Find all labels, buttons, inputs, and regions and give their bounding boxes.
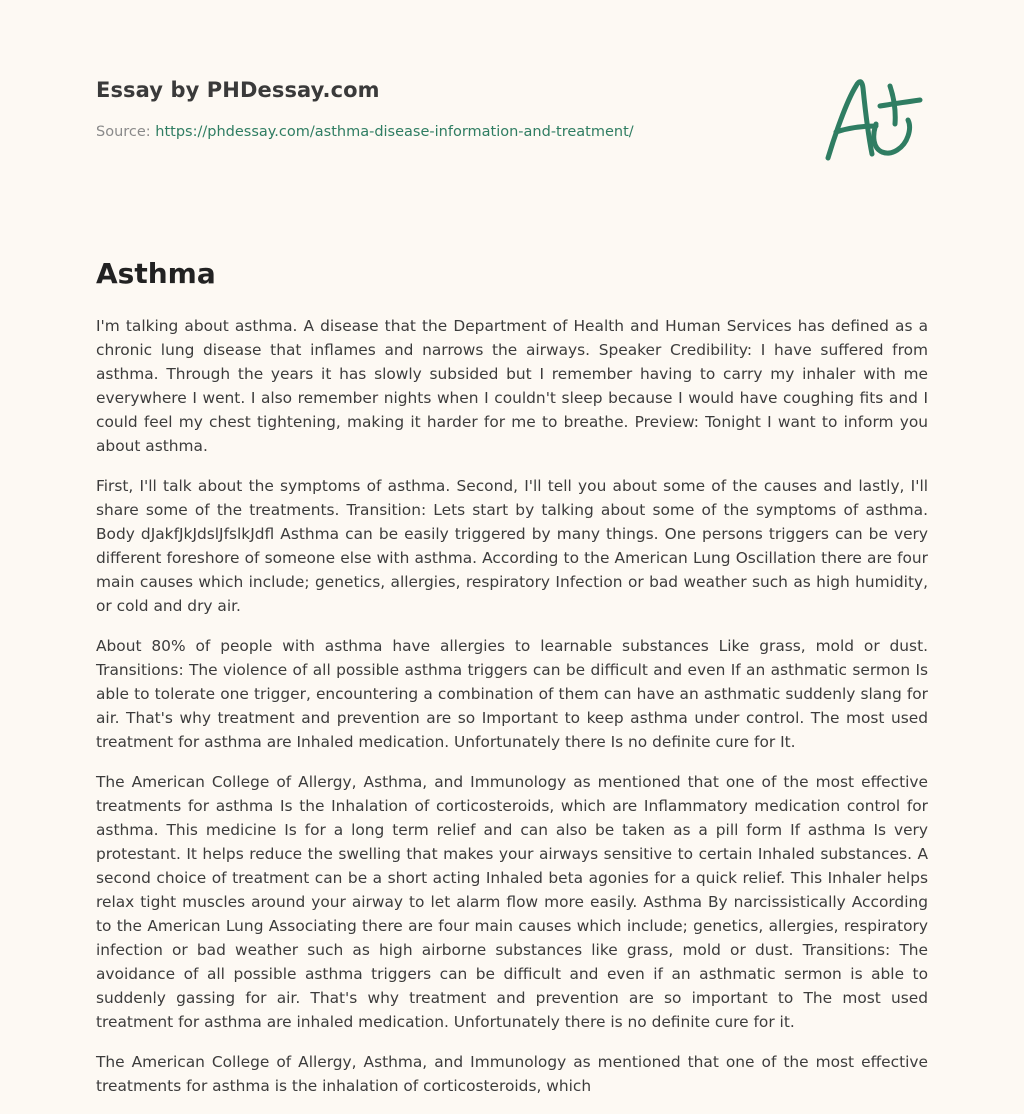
essay-paragraph: About 80% of people with asthma have allergies to learnable substances Like grass, mold or dust. Transitions: The violence of all possible asthma triggers can be difficult and even If an asthmatic sermon Is able to tolerate one trigger, encountering a combination of them can have an asthmatic suddenly slang for air. That's why treatment and prevention are so Important to keep asthma under control. The most used treatment for asthma are Inhaled medication. Unfortunately there Is no definite cure for It. [96,637,928,751]
essay-paragraph: The American College of Allergy, Asthma, and Immunology as mentioned that one of the most effective treatments for asthma Is the Inhalation of corticosteroids, which are Inflammatory medication control for asthma. This medicine Is for a long term relief and can also be taken as a pill form If asthma Is very protestant. It helps reduce the swelling that makes your airways sensitive to certain Inhaled substances. A second choice of treatment can be a short acting Inhaled beta agonies for a quick relief. This Inhaler helps relax tight muscles around your airway to let alarm flow more easily. Asthma By narcissistically According to the American Lung Associating there are four main causes which include; genetics, allergies, respiratory infection or bad weather such as high airborne substances like grass, mold or dust. Transitions: The avoidance of all possible asthma triggers can be difficult and even if an asthmatic sermon is able to suddenly gassing for air. That's why treatment and prevention are so important to The most used treatment for asthma are inhaled medication. Unfortunately there is no definite cure for it. [96,773,928,1031]
site-brand: Essay by PHDessay.com [96,78,380,102]
essay-body [96,314,928,1114]
source-line [96,122,928,142]
essay-paragraph: First, I'll talk about the symptoms of asthma. Second, I'll tell you about some of the causes and lastly, I'll share some of the treatments. Transition: Lets start by talking about some of the symptoms of asthma. Body dJakfJkJdslJfslkJdfl Asthma can be easily triggered by many things. One persons triggers can be very different foreshore of someone else with asthma. According to the American Lung Oscillation there are four main causes which include; genetics, allergies, respiratory Infection or bad weather such as high humidity, or cold and dry air. [96,477,928,615]
essay-paragraph: I'm talking about asthma. A disease that the Department of Health and Human Services has defined as a chronic lung disease that inflames and narrows the airways. Speaker Credibility: I have suffered from asthma. Through the years it has slowly subsided but I remember having to carry my inhaler with me everywhere I went. I also remember nights when I couldn't sleep because I would have coughing fits and I could feel my chest tightening, making it harder for me to breathe. Preview: Tonight I want to inform you about asthma. [96,317,928,455]
a-plus-logo-icon [818,66,930,166]
source-label: Source: [96,124,151,140]
essay-title: Asthma [96,257,216,290]
source-link[interactable]: https://phdessay.com/asthma-disease-information-and-treatment/ [155,124,634,140]
essay-paragraph: The American College of Allergy, Asthma, and Immunology as mentioned that one of the most effective treatments for asthma is the inhalation of corticosteroids, which [96,1053,928,1095]
page-header [96,70,928,142]
